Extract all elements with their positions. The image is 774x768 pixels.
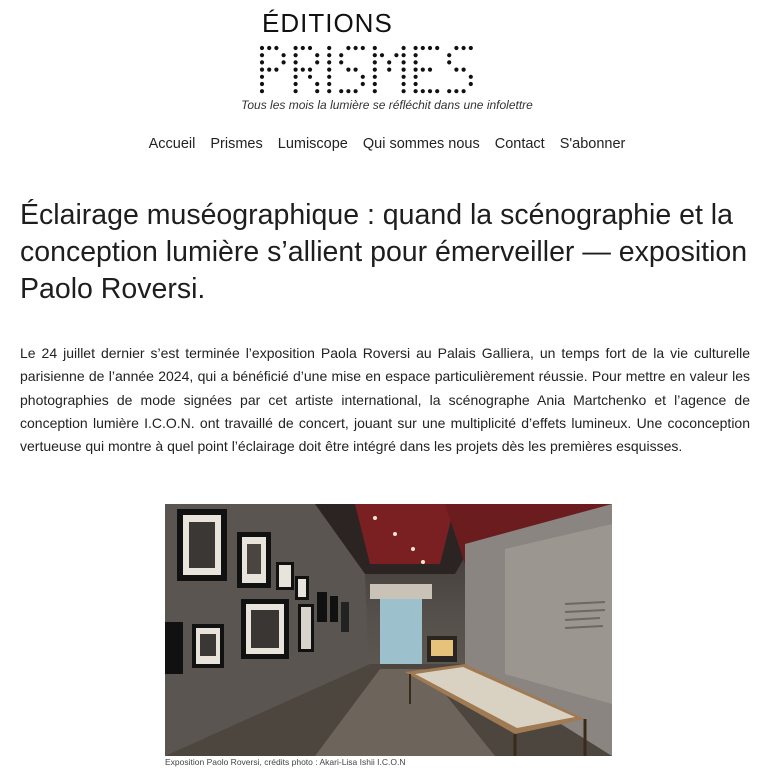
logo-dot [373,60,377,64]
logo-dot [315,82,319,86]
logo-dot [294,53,298,57]
logo-dot [414,46,418,50]
logo-dot [354,89,358,93]
nav-item-sabonner[interactable]: S'abonner [559,136,626,152]
logo-dot [454,89,458,93]
logo-dot [260,68,264,72]
logo-dot [354,68,358,72]
logo-dot [373,82,377,86]
logo-dot [462,89,466,93]
exhibition-photo [165,504,612,756]
logo-dot [402,75,406,79]
logo-dot [394,53,398,57]
logo-dot [414,53,418,57]
logo-dot [315,89,319,93]
nav-item-prismes[interactable]: Prismes [210,136,263,152]
logo-dot [402,46,406,50]
photo-caption: Exposition Paolo Roversi, crédits photo : Akari-Lisa Ishii I.C.O.N [165,757,406,767]
logo-dot [274,46,278,50]
logo-dot [421,46,425,50]
logo-dot [469,46,473,50]
logo-dot [267,68,271,72]
logo-dot [308,75,312,79]
logo-dot [339,60,343,64]
logo-dot [260,53,264,57]
logo-dot [414,60,418,64]
logo-dot [354,46,358,50]
logo-dot [402,53,406,57]
logo-dot [294,75,298,79]
logo-dot [327,75,331,79]
logo-dot [327,53,331,57]
logo-dot [327,82,331,86]
logo-dot [414,82,418,86]
logo-dot [380,53,384,57]
logo-dot [402,68,406,72]
logo-dot [402,82,406,86]
logo-dot [346,68,350,72]
logo-dot [260,46,264,50]
logo-dot [435,89,439,93]
logo-dot [428,89,432,93]
logo-dot [315,60,319,64]
logo-dot [373,53,377,57]
logo-dot [327,60,331,64]
logo-dot [282,53,286,57]
article-title: Éclairage muséographique : quand la scénographie et la conception lumière s’allient pour émerveiller — exposition Paolo Roversi. [20,199,748,305]
logo-dot [462,46,466,50]
logo-dot [339,89,343,93]
logo-dot [421,89,425,93]
nav-item-accueil[interactable]: Accueil [148,136,196,152]
logo-dot [346,46,350,50]
prismes-dot-logo [258,44,528,96]
logo-dot [387,60,391,64]
logo-dot [267,46,271,50]
logo-dot [414,75,418,79]
logo-dot [301,46,305,50]
logo-dot [339,53,343,57]
logo-dot [469,82,473,86]
logo-dot [308,68,312,72]
logo-dot [387,68,391,72]
logo-dot [315,53,319,57]
logo-dot [282,60,286,64]
logo-dot [469,75,473,79]
logo-dot [361,46,365,50]
logo-dot [361,82,365,86]
logo-dot [260,89,264,93]
logo-dot [402,89,406,93]
logo-dot [361,75,365,79]
logo-dot [454,46,458,50]
logo-dot [402,60,406,64]
logo-dot [373,89,377,93]
logo-dot [414,68,418,72]
logo-dot [301,68,305,72]
logo-dot [294,60,298,64]
logo-dot [308,46,312,50]
logo-dot [454,68,458,72]
logo-dot [260,75,264,79]
logo-dot [447,53,451,57]
logo-dot [428,46,432,50]
logo-dot [260,82,264,86]
logo-dot [294,46,298,50]
logo-dot [294,82,298,86]
exhibition-hall-illustration [165,504,612,756]
logo-dot [435,46,439,50]
logo-dot [428,68,432,72]
article-lead-paragraph: Le 24 juillet dernier s’est terminée l’exposition Paola Roversi au Palais Galliera, un temps fort de la vie culturelle parisienne de l’année 2024, qui a bénéficié d’une mise en espace particulièrement réussie. Pour mettre en valeur les photographies de mode signées par cet artiste international, la scénographe Ania Martchenko et l’agence de conception lumière I.C.O.N. ont travaillé de concert, jouant sur une multiplicité d’effets lumineux. Une coconception vertueuse qui montre à quel point l’éclairage doit être intégré dans les projets dès les premières esquisses. [20,345,750,455]
logo-dot [346,89,350,93]
logo-dot [373,46,377,50]
nav-item-lumiscope[interactable]: Lumiscope [277,136,348,152]
logo-dot [260,60,264,64]
nav-item-qui-sommes-nous[interactable]: Qui sommes nous [362,136,480,152]
logo-dot [274,68,278,72]
logo-dot [327,68,331,72]
logo-dot [421,68,425,72]
logo-dot [327,89,331,93]
nav-item-contact[interactable]: Contact [494,136,545,152]
logo-dot [294,89,298,93]
logo-dot [373,75,377,79]
logo-dot [373,68,377,72]
logo-dot [414,89,418,93]
logo-dot [294,68,298,72]
logo-editions-text[interactable]: ÉDITIONS [262,8,393,38]
main-navigation [0,136,774,152]
logo-dot [447,89,451,93]
logo-dot [462,68,466,72]
logo-prismes-dotted[interactable] [258,44,528,96]
logo-dot [447,60,451,64]
logo-dot [327,46,331,50]
site-tagline: Tous les mois la lumière se réfléchit dans une infolettre [241,98,533,112]
